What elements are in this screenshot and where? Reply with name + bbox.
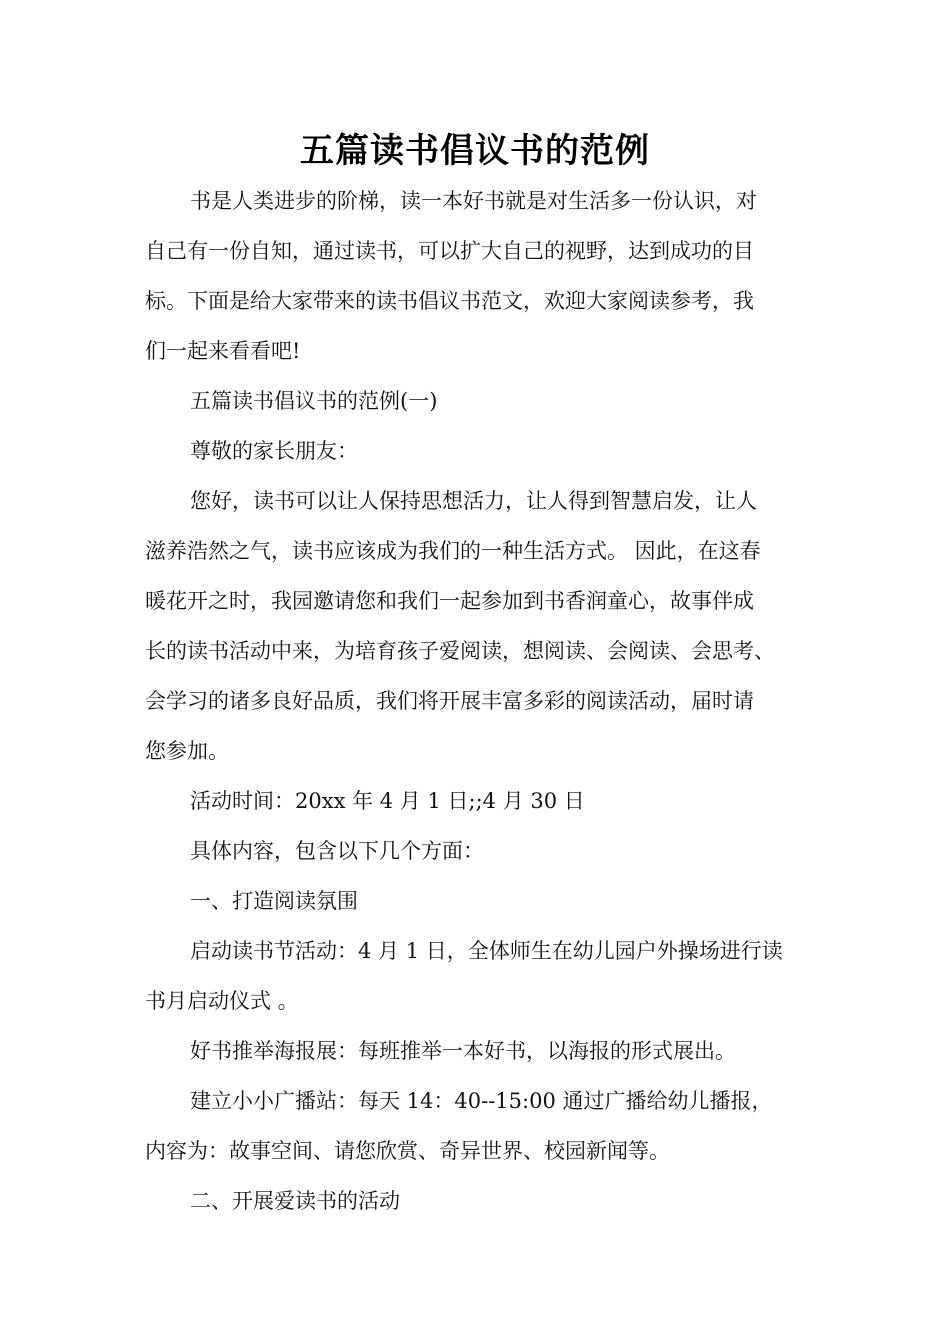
paragraph-line: 们一起来看看吧!	[145, 339, 301, 363]
document-title: 五篇读书倡议书的范例	[300, 131, 650, 171]
paragraph-line: 具体内容，包含以下几个方面：	[190, 839, 484, 863]
paragraph-line: 建立小小广播站：每天 14：40--15:00 通过广播给幼儿播报，	[190, 1089, 773, 1113]
activity-time: 活动时间：20xx 年 4 月 1 日;;4 月 30 日	[190, 789, 585, 813]
paragraph-line: 自己有一份自知，通过读书，可以扩大自己的视野，达到成功的目	[145, 239, 754, 263]
paragraph-line: 会学习的诸多良好品质，我们将开展丰富多彩的阅读活动，届时请	[145, 689, 754, 713]
section-heading: 二、开展爱读书的活动	[190, 1189, 400, 1213]
section-heading: 五篇读书倡议书的范例(一)	[190, 389, 438, 413]
paragraph-line: 好书推举海报展：每班推举一本好书，以海报的形式展出。	[190, 1039, 736, 1063]
paragraph-line: 标。下面是给大家带来的读书倡议书范文，欢迎大家阅读参考，我	[145, 289, 754, 313]
paragraph-line: 书是人类进步的阶梯，读一本好书就是对生活多一份认识，对	[190, 189, 757, 213]
paragraph-line: 滋养浩然之气，读书应该成为我们的一种生活方式。 因此，在这春	[145, 539, 761, 563]
paragraph-line: 长的读书活动中来，为培育孩子爱阅读，想阅读、会阅读、会思考、	[145, 639, 775, 663]
paragraph-line: 您好，读书可以让人保持思想活力，让人得到智慧启发，让人	[190, 489, 757, 513]
paragraph-line: 内容为：故事空间、请您欣赏、奇异世界、校园新闻等。	[145, 1139, 670, 1163]
paragraph-line: 书月启动仪式 。	[145, 989, 299, 1013]
paragraph-line: 暖花开之时，我园邀请您和我们一起参加到书香润童心，故事伴成	[145, 589, 754, 613]
salutation: 尊敬的家长朋友：	[190, 439, 358, 463]
paragraph-line: 您参加。	[145, 739, 229, 763]
section-heading: 一、打造阅读氛围	[190, 889, 358, 913]
paragraph-line: 启动读书节活动：4 月 1 日，全体师生在幼儿园户外操场进行读	[190, 939, 783, 963]
